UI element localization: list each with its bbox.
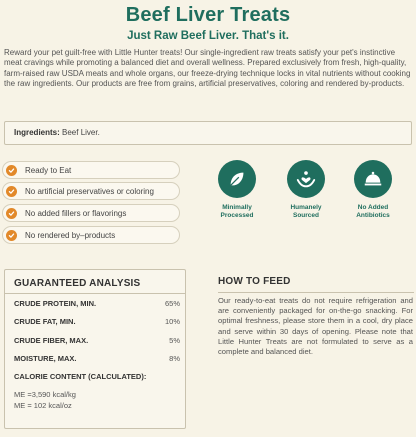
guaranteed-analysis-title: GUARANTEED ANALYSIS <box>14 278 141 289</box>
analysis-value: 10% <box>164 317 180 326</box>
badge-label-line1: Minimally <box>222 204 252 211</box>
feature-label: No artificial preservatives or coloring <box>25 186 154 196</box>
feature-label: Ready to Eat <box>25 165 72 175</box>
feature-label: No rendered by–products <box>25 230 116 240</box>
feature-item <box>2 182 180 200</box>
analysis-value: 5% <box>169 336 180 345</box>
analysis-row <box>14 354 180 363</box>
guaranteed-analysis-panel <box>4 269 186 429</box>
badge-label-line2: Antibiotics <box>356 212 390 219</box>
heart-hands-icon <box>287 160 325 198</box>
page-subtitle: Just Raw Beef Liver. That's it. <box>127 30 289 42</box>
intro-paragraph: Reward your pet guilt-free with Little Hunter treats! Our single-ingredient raw treats satisfy your pet's instinctive meat cravings while promoting a balanced diet and overall wellness. Prepared exclusively from fresh, high-quality, farm-raised raw USDA meats and whole organs, our freeze-drying technique locks in vital nutrients without cooking the raw ingredients. Our products are free from grains, artificial preservatives, coloring and rendered by-products. <box>4 48 411 88</box>
badge-minimally-processed <box>207 160 267 220</box>
badge-label-line1: Humanely <box>290 204 322 211</box>
ingredients-label: Ingredients: <box>14 128 60 137</box>
page-title: Beef Liver Treats <box>125 4 291 26</box>
ingredients-box <box>4 121 412 145</box>
analysis-label: CRUDE FAT, MIN. <box>14 317 76 326</box>
badge-label-line2: Processed <box>220 212 254 219</box>
analysis-value: 65% <box>164 299 180 308</box>
how-to-feed-text: Our ready-to-eat treats do not require refrigeration and are conveniently packaged for on-the-go snacking. For optimal freshness, please store them in a cool, dry place and serve within 30 days of opening. Please note that Little Hunter Treats are not formulated to serve as a complete and balanced diet. <box>218 296 413 357</box>
badge-no-added-antibiotics <box>343 160 403 220</box>
ingredients-value: Beef Liver. <box>62 128 100 137</box>
calorie-line: ME =3,590 kcal/kg <box>14 390 76 399</box>
how-to-feed-title: HOW TO FEED <box>218 276 291 287</box>
badge-label-line2: Sourced <box>292 212 319 219</box>
analysis-label: CRUDE PROTEIN, MIN. <box>14 299 97 308</box>
check-icon <box>6 230 17 241</box>
badge-label-line1: No Added <box>357 204 389 211</box>
check-icon <box>6 186 17 197</box>
divider <box>218 292 414 293</box>
cloche-icon <box>354 160 392 198</box>
analysis-label: CRUDE FIBER, MAX. <box>14 336 89 345</box>
calorie-line: ME = 102 kcal/oz <box>14 401 72 410</box>
feature-item <box>2 204 180 222</box>
feature-label: No added fillers or flavorings <box>25 208 127 218</box>
calorie-content-title: CALORIE CONTENT (CALCULATED): <box>14 372 147 381</box>
analysis-row <box>14 336 180 345</box>
leaf-icon <box>218 160 256 198</box>
divider <box>5 293 185 294</box>
analysis-row <box>14 317 180 326</box>
analysis-row <box>14 299 180 308</box>
badge-humanely-sourced <box>276 160 336 220</box>
analysis-label: MOISTURE, MAX. <box>14 354 77 363</box>
feature-item <box>2 226 180 244</box>
feature-item <box>2 161 180 179</box>
check-icon <box>6 165 17 176</box>
analysis-value: 8% <box>169 354 180 363</box>
check-icon <box>6 208 17 219</box>
